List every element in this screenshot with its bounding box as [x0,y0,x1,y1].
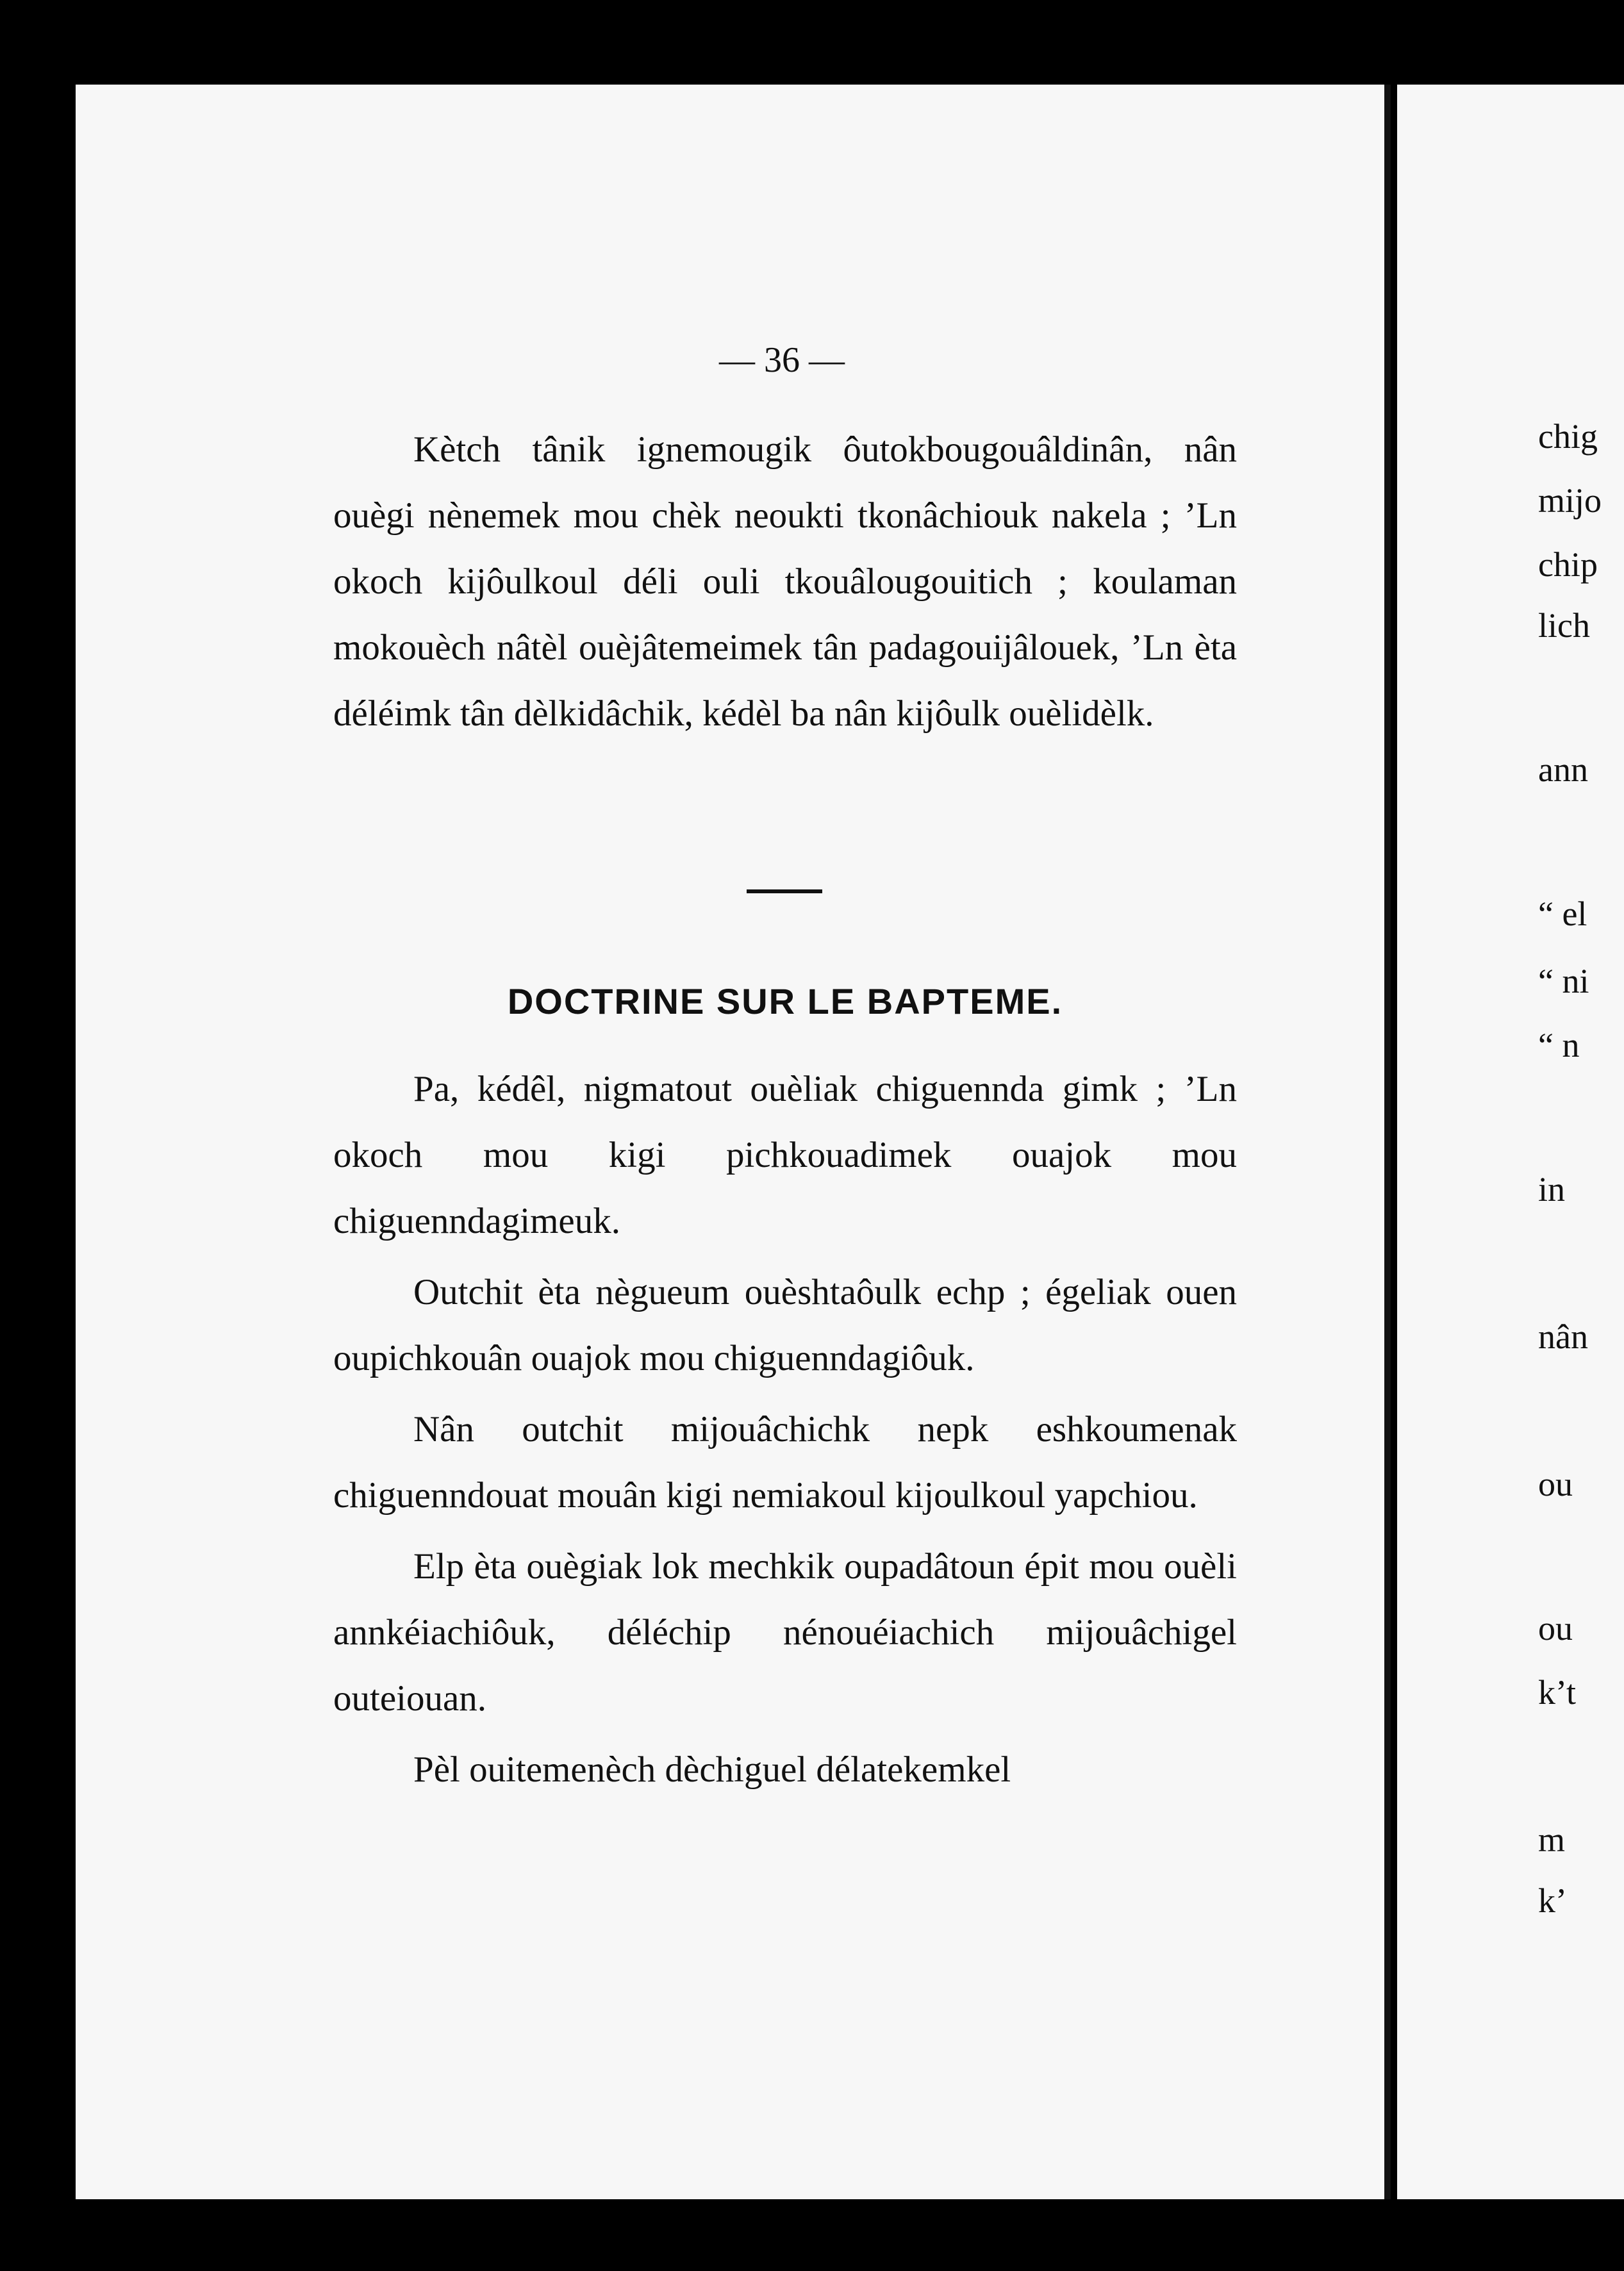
section-heading: DOCTRINE SUR LE BAPTEME. [507,981,1063,1021]
right-page-fragment: ou [1538,1609,1573,1648]
right-page-fragment: chip [1538,545,1598,584]
intro-text-block [333,417,1237,752]
right-page [1397,85,1624,2199]
right-page-fragment: nân [1538,1317,1588,1356]
paragraph-4: Elp èta ouègiak lok mechkik oupadâtoun épit mou ouèli annkéiachiôuk, déléchip nénouéiachich mijouâchigel outeiouan. [333,1546,1237,1719]
right-page-fragment: lich [1538,606,1590,645]
right-page-fragment: m [1538,1821,1566,1859]
paragraph-2: Outchit èta nègueum ouèshtaôulk echp ; égeliak ouen oupichkouân ouajok mou chiguenndagiôuk. [333,1272,1237,1378]
intro-paragraph: Kètch tânik ignemougik ôutokbougouâldinân, nân ouègi nènemek mou chèk neoukti tkonâchiouk nakela ; ’Ln okoch kijôulkoul déli ouli tkouâlougouitich ; koulaman mokouèch nâtèl ouèjâtemeimek tân padagouijâlouek, ’Ln èta déléimk tân dèlkidâchik, kédèl ba nân kijôulk ouèlidèlk. [333,429,1237,734]
right-page-fragment: “ el [1538,895,1587,933]
baptism-text-block [333,1056,1237,1808]
right-page-fragment: in [1538,1170,1566,1209]
page-gutter [1384,85,1391,2199]
right-page-fragment: k’ [1538,1881,1567,1920]
right-page-fragment: chig [1538,417,1598,456]
right-page-fragment: k’t [1538,1673,1577,1712]
paragraph-3: Nân outchit mijouâchichk nepk eshkoumenak chiguenndouat mouân kigi nemiakoul kijoulkoul yapchiou. [333,1409,1237,1515]
paragraph-1: Pa, kédêl, nigmatout ouèliak chiguennda gimk ; ’Ln okoch mou kigi pichkouadimek ouajok mou chiguenndagimeuk. [333,1069,1237,1241]
section-divider [747,889,822,893]
paragraph-5: Pèl ouitemenèch dèchiguel délatekemkel [413,1749,1011,1790]
right-page-fragment: “ n [1538,1026,1580,1064]
right-page-fragment: mijo [1538,481,1602,520]
right-page-fragment: “ ni [1538,962,1589,1000]
page-number: — 36 — [719,340,845,380]
right-page-fragment: ann [1538,750,1588,789]
right-page-fragment: ou [1538,1465,1573,1503]
